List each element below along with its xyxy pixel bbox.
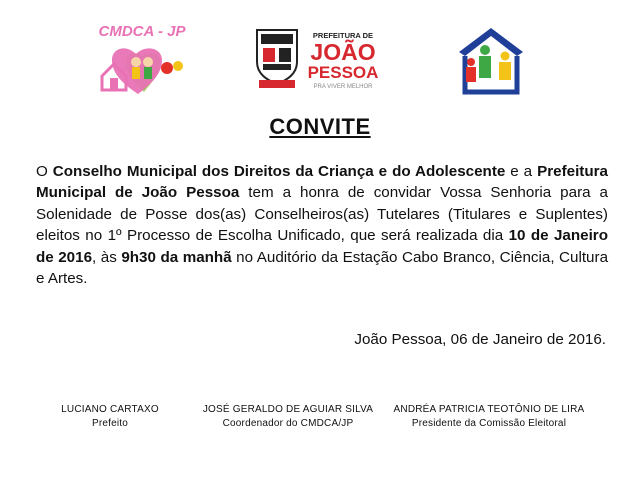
body-bold-conselho: Conselho Municipal dos Direitos da Criança e do Adolescente xyxy=(52,163,506,180)
pjp-slogan-text: PRA VIVER MELHOR xyxy=(313,84,373,90)
prefeitura-joao-pessoa-logo xyxy=(255,22,387,92)
body-bold-time: 9h30 da manhã xyxy=(121,248,232,266)
invitation-body xyxy=(36,161,608,289)
signature-name: LUCIANO CARTAXO xyxy=(61,404,159,415)
signature-1 xyxy=(50,403,170,431)
pjp-name2-text: PESSOA xyxy=(307,63,379,82)
signature-2 xyxy=(188,403,388,431)
body-bold-prefeitura: Prefeitura Municipal de João Pessoa xyxy=(36,163,608,202)
signature-role: Presidente da Comissão Eleitoral xyxy=(411,418,567,429)
body-bold-date: 10 de Janeiro de 2016 xyxy=(36,227,608,266)
body-text-4: , às xyxy=(92,248,122,266)
page-title: CONVITE xyxy=(269,114,371,139)
family-logo xyxy=(455,22,527,98)
pjp-top-text: PREFEITURA DE xyxy=(312,31,374,40)
header-logos xyxy=(0,14,640,104)
body-text-1: O xyxy=(36,163,53,180)
body-text-2: e a xyxy=(505,163,538,180)
cmdca-logo xyxy=(92,20,192,100)
signature-role: Coordenador do CMDCA/JP xyxy=(222,418,354,429)
date-line: João Pessoa, 06 de Janeiro de 2016. xyxy=(354,331,606,348)
signature-name: ANDRÉA PATRICIA TEOTÔNIO DE LIRA xyxy=(393,404,585,415)
pjp-name-text: JOÃO xyxy=(310,39,376,65)
cmdca-logo-text: CMDCA - JP xyxy=(98,23,186,40)
body-text-5: no Auditório da Estação Cabo Branco, Ciência, Cultura e Artes. xyxy=(36,248,609,288)
signature-name: JOSÉ GERALDO DE AGUIAR SILVA xyxy=(202,404,374,415)
signature-3 xyxy=(384,403,594,431)
body-text-3: tem a honra de convidar Vossa Senhoria para a Solenidade de Posse dos(as) Conselheiros(as) Tutelares (Titulares e Suplentes) eleitos no 1º Processo de Escolha Unificado, que será realizada dia xyxy=(36,184,608,245)
signature-role: Prefeito xyxy=(91,418,129,429)
